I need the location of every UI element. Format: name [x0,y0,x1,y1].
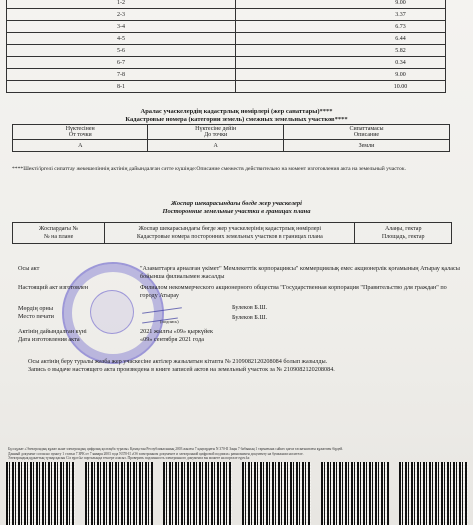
distance-value: 6.44 [236,33,446,45]
adjacent-title-ru: Кадастровые номера (категории земель) смежных земельных участков**** [125,116,348,123]
adjacent-title-kz: Аралас учаскелердің кадастрлық нөмірлері (жер санаттары)**** [140,108,333,115]
barcode-block [399,462,468,525]
made-by-label: Осы акт [18,265,40,272]
distance-row [7,9,446,21]
plan-col2-ru: Кадастровые номера посторонних земельных участков в границах плана [136,234,323,240]
adjacent-table [12,124,450,152]
distance-segment: 8-1 [7,81,236,93]
barcode-block [6,462,75,525]
distance-value: 6.73 [236,21,446,33]
footer-line-3: Электрондық құжаттың түпнұсқасын Сіз egov.kz порталында тексере аласыз. Проверить подлинность электронного документа вы можете на портале egov.kz [8,456,250,461]
header-to-ru: До точки [204,132,228,138]
plan-col3-ru: Площадь, гектар [381,234,425,240]
signer-kz: Булеков Б.Ш. [232,304,268,311]
cell-from: А [13,140,148,152]
distance-value: 0.34 [236,57,446,69]
distance-row [7,21,446,33]
cell-to: А [148,140,283,152]
stamp-label-kz: Мөрдің орны [18,305,53,312]
plan-title-ru: Посторонние земельные участки в границах плана [162,208,311,215]
plan-col1-kz: Жоспардағы № [39,226,79,232]
plan-table [12,222,452,244]
distance-row [7,0,446,9]
barcode-strip [6,462,468,525]
footer-line-1: Бұл құжат «Электрондық құжат және электрондық цифрлық қолтаңба туралы» Қазақстан Республикасының 2003 жылғы 7 қаңтардағы N 370-II Заңы 7 бабының 1 тармағына сәйкес қағаз тасығыштағы құжатпен бірдей. [8,447,344,451]
distance-row [7,45,446,57]
adjacent-note: ****Шекті/іргелі сипаттау жекешеліннің актінің дайындалған сәтте күшінде:Описание смежеств действительно на момент изготовления акта на земельный участок. [12,166,406,172]
header-desc-kz: Сипаттамасы [349,126,384,132]
distance-row [7,33,446,45]
distance-segment: 2-3 [7,9,236,21]
stamp-label-ru: Место печати [18,313,54,320]
signer-ru: Булеков Б.Ш. [232,314,268,321]
barcode-block [163,462,232,525]
plan-title-kz: Жоспар шекарасындағы бөгде жер учаскелері [171,200,302,207]
header-from-kz: Нүктесінен [65,126,95,132]
date-label-ru: Дата изготовления акта [18,336,80,343]
distance-value: 5.82 [236,45,446,57]
distance-segment: 6-7 [7,57,236,69]
distance-value: 3.37 [236,9,446,21]
header-desc-ru: Описание [353,132,380,138]
distance-segment: 7-8 [7,69,236,81]
footer-legal [8,447,468,461]
date-ru: «09» сентября 2021 года [140,336,205,343]
barcode-block [242,462,311,525]
cell-desc: Земли [283,140,449,152]
prepared-value: Филиалом некоммерческого акционерного общества "Государственная корпорация "Правительство для граждан" по городу Атырау [140,284,447,299]
distance-row [7,69,446,81]
barcode-block [85,462,154,525]
made-by-value: "Азаматтарға арналған үкімет" Мемлекеттік корпорациясы" коммерциялық емес акционерлік қоғамының Атырау қаласы бойынша филиалымен жасалды [140,265,460,280]
sign-caption: (подпись) [160,319,179,324]
distance-segment: 3-4 [7,21,236,33]
distance-segment: 4-5 [7,33,236,45]
distance-value: 9.00 [236,69,446,81]
plan-col2-kz: Жоспар шекарасындағы бөгде жер учаскелерінің кадастрлық нөмірлері [138,226,322,232]
footer-line-2: Данный документ согласно пункту 1 статьи 7 ЗРК от 7 января 2003 года N370-II «Об электронном документе и электронной цифровой подписи» равнозначен документу на бумажном носителе. [8,451,304,456]
plan-col1-ru: № на плане [43,234,74,240]
distance-segment: 5-6 [7,45,236,57]
date-label-kz: Актінің дайындалған күні [18,328,87,335]
registry-ru: Запись о выдаче настоящего акта произведена в книге записей актов на земельный участок за № 2109082120208084. [28,366,335,373]
prepared-label: Настоящий акт изготовлен [18,284,89,291]
distance-row [7,81,446,93]
header-to-kz: Нүктесіне дейін [195,126,237,132]
barcode-block [321,462,390,525]
distance-row [7,57,446,69]
plan-col3-kz: Алаңы, гектар [384,226,422,232]
registry-kz: Осы актінің беру туралы жазба жер учаскесіне актілер жазылатын кітапта № 2109082120208084 болып жазылды. [28,358,328,365]
distance-value: 10.00 [236,81,446,93]
distances-table [6,0,446,93]
header-from-ru: От точки [68,132,92,138]
date-kz: 2021 жылғы «09» қыркүйек [140,328,214,335]
distance-segment: 1-2 [7,0,236,9]
distance-value: 9.00 [236,0,446,9]
